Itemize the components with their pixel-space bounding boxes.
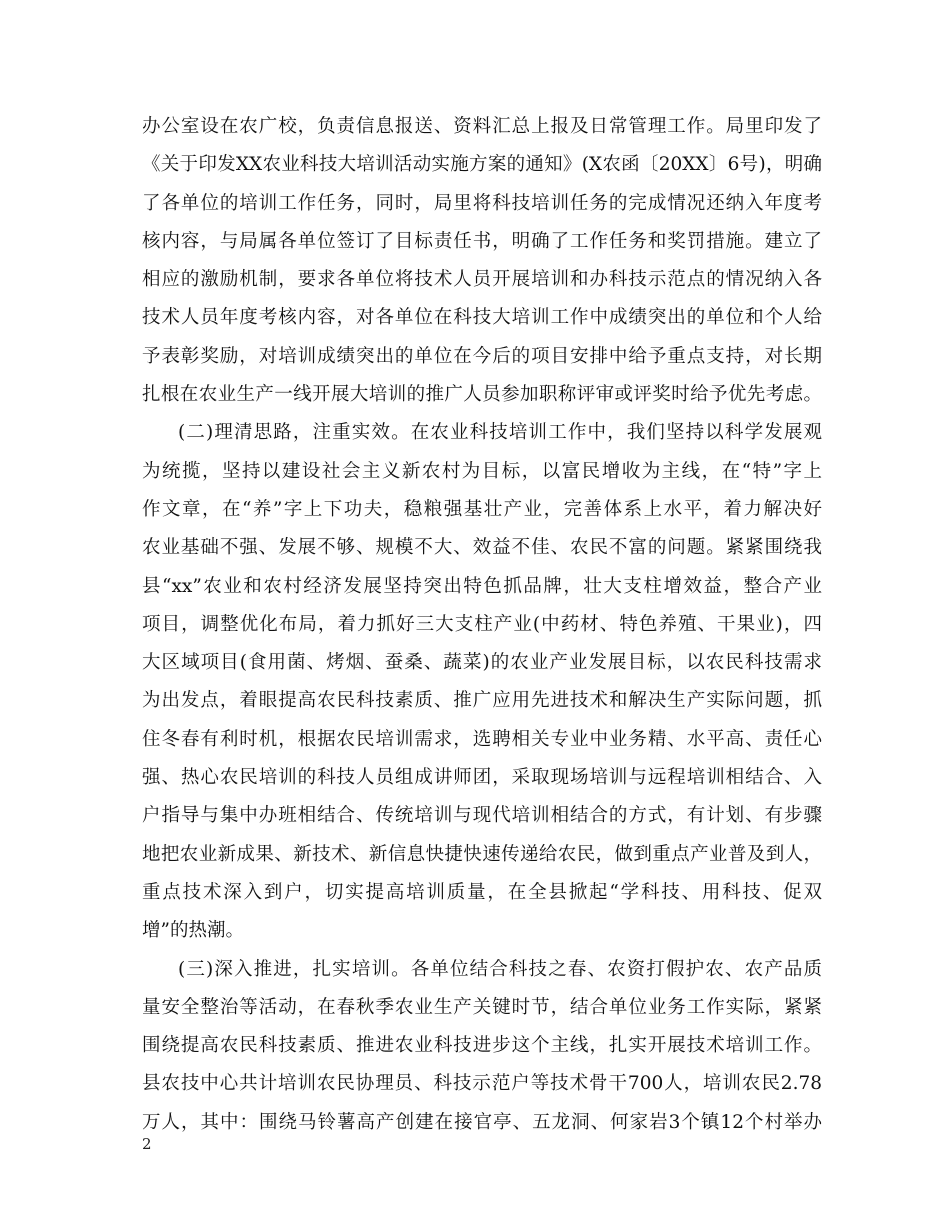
page-number: 2 [142,1135,152,1153]
text-line: 户指导与集中办班相结合、传统培训与现代培训相结合的方式，有计划、有步骤 [142,805,822,827]
text-line: 为出发点，着眼提高农民科技素质、推广应用先进技术和解决生产实际问题，抓 [142,690,822,712]
text-line: 重点技术深入到户，切实提高培训质量，在全县掀起“学科技、用科技、促双 [142,881,822,903]
text-line: 县“xx”农业和农村经济发展坚持突出特色抓品牌，壮大支柱增效益，整合产业 [142,575,822,597]
text-line: 项目，调整优化布局，着力抓好三大支柱产业(中药材、特色养殖、干果业)，四 [142,613,822,635]
text-line: 核内容，与局属各单位签订了目标责任书，明确了工作任务和奖罚措施。建立了 [142,230,822,252]
text-line: 围绕提高农民科技素质、推进农业科技进步这个主线，扎实开展技术培训工作。 [142,1035,822,1057]
text-line: 万人，其中：围绕马铃薯高产创建在接官亭、五龙洞、何家岩3个镇12个村举办 [142,1111,822,1133]
text-line: 量安全整治等活动，在春秋季农业生产关键时节，结合单位业务工作实际，紧紧 [142,996,822,1018]
text-line: 扎根在农业生产一线开展大培训的推广人员参加职称评审或评奖时给予优先考虑。 [142,384,822,406]
section-heading-line: (三)深入推进，扎实培训。各单位结合科技之春、农资打假护农、农产品质 [178,958,822,980]
text-line: 县农技中心共计培训农民协理员、科技示范户等技术骨干700人，培训农民2.78 [142,1073,822,1095]
text-line: 了各单位的培训工作任务，同时，局里将科技培训任务的完成情况还纳入年度考 [142,192,822,214]
text-line: 《关于印发XX农业科技大培训活动实施方案的通知》(X农函〔20XX〕6号)，明确 [142,154,822,176]
text-line: 增”的热潮。 [142,920,244,942]
text-line: 为统揽，坚持以建设社会主义新农村为目标，以富民增收为主线，在“特”字上 [142,460,822,482]
text-line: 相应的激励机制，要求各单位将技术人员开展培训和办科技示范点的情况纳入各 [142,269,822,291]
text-line: 技术人员年度考核内容，对各单位在科技大培训工作中成绩突出的单位和个人给 [142,307,822,329]
document-body [142,108,822,1142]
text-line: 强、热心农民培训的科技人员组成讲师团，采取现场培训与远程培训相结合、入 [142,767,822,789]
text-line: 住冬春有利时机，根据农民培训需求，选聘相关专业中业务精、水平高、责任心 [142,728,822,750]
text-line: 地把农业新成果、新技术、新信息快捷快速传递给农民，做到重点产业普及到人， [142,843,822,865]
text-line: 作文章，在“养”字上下功夫，稳粮强基壮产业，完善体系上水平，着力解决好 [142,498,822,520]
text-line: 予表彰奖励，对培训成绩突出的单位在今后的项目安排中给予重点支持，对长期 [142,345,822,367]
text-line: 大区域项目(食用菌、烤烟、蚕桑、蔬菜)的农业产业发展目标，以农民科技需求 [142,652,822,674]
text-line: 农业基础不强、发展不够、规模不大、效益不佳、农民不富的问题。紧紧围绕我 [142,537,822,559]
text-line: 办公室设在农广校，负责信息报送、资料汇总上报及日常管理工作。局里印发了 [142,116,822,137]
section-heading-line: (二)理清思路，注重实效。在农业科技培训工作中，我们坚持以科学发展观 [178,422,822,444]
